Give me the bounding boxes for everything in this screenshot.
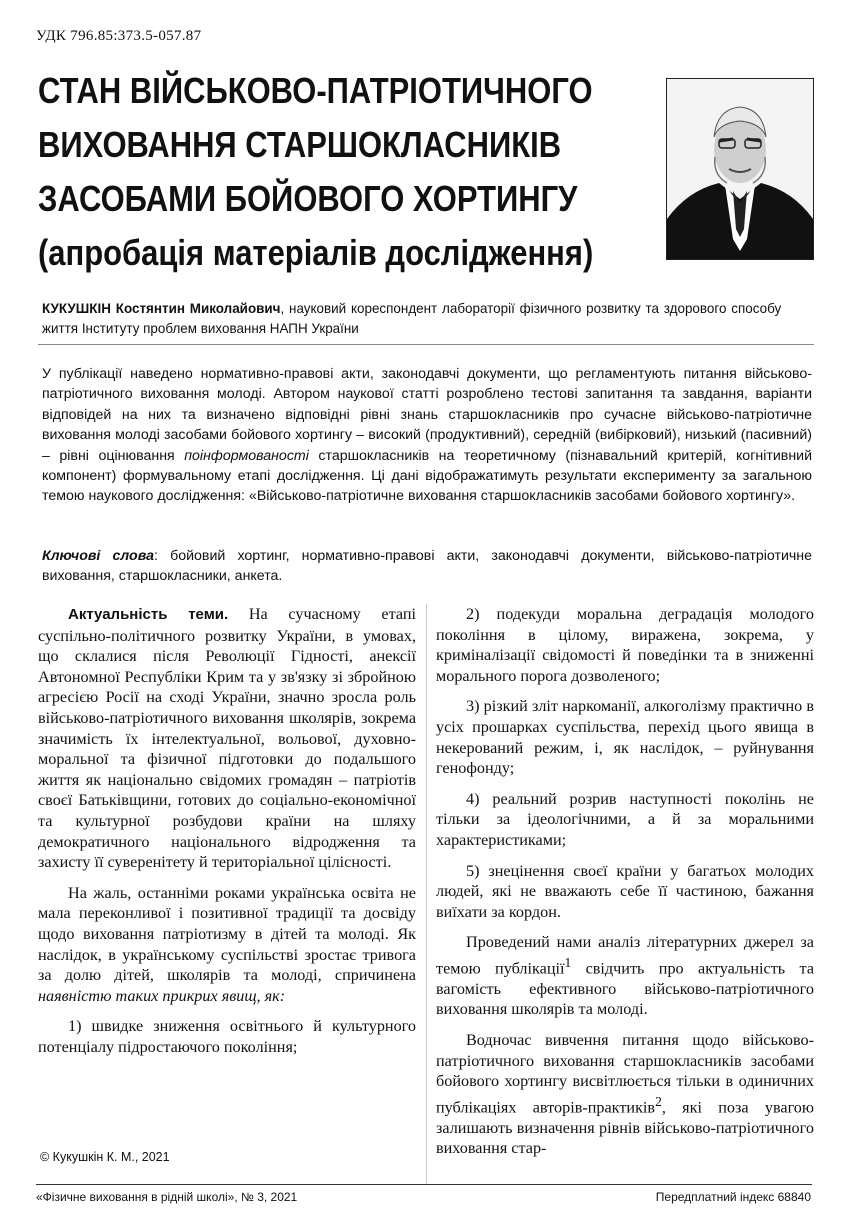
title-line-3: ЗАСОБАМИ БОЙОВОГО ХОРТИНГУ — [38, 178, 578, 219]
header-divider — [38, 344, 814, 345]
paragraph — [38, 604, 416, 873]
paragraph: 3) різкий зліт наркоманії, алкоголізму практично в усіх прошарках суспільства, перехід цього явища в некерований режим, і, як наслідок, – руйнування генофонду; — [436, 697, 814, 778]
title-line-2: ВИХОВАННЯ СТАРШОКЛАСНИКІВ — [38, 124, 562, 165]
abstract — [42, 364, 812, 507]
article-title — [38, 64, 594, 280]
footer-divider — [36, 1184, 812, 1185]
subscription-index: Передплатний індекс 68840 — [655, 1190, 811, 1204]
footnote-ref: 1 — [564, 954, 572, 970]
copyright: © Кукушкін К. М., 2021 — [40, 1150, 170, 1164]
udk-code: УДК 796.85:373.5-057.87 — [36, 28, 202, 44]
paragraph-text: Проведений нами аналіз літературних джерел за темою публікації — [436, 933, 814, 978]
body-column-left — [38, 604, 416, 1067]
keywords-text: : бойовий хортинг, нормативно-правові акти, законодавчі документи, військово-патріотичне виховання, старшокласники, анкета. — [42, 548, 812, 585]
author-affiliation: , науковий кореспондент лабораторії фізичного розвитку та здорового способу життя Інституту проблем виховання НАПН України — [42, 300, 782, 336]
keywords — [42, 546, 812, 587]
journal-citation: «Фізичне виховання в рідній школі», № 3, 2021 — [36, 1190, 298, 1204]
author-info — [42, 298, 781, 338]
section-lead: Актуальність теми. — [68, 606, 229, 623]
footnote-ref: 2 — [655, 1093, 662, 1109]
paragraph-text: На жаль, останніми роками українська освіта не мала переконливої і позитивної традиції та досвіду щодо виховання патріотизму в дітей та молоді. Як наслідок, в українському суспільстві зростає тривога за долю дітей, школярів та молоді, спричинена — [38, 883, 416, 985]
paragraph-text: , які поза увагою залишають визначення рівнів військово-патріотичного виховання стар- — [436, 1098, 814, 1158]
title-line-4: (апробація матеріалів дослідження) — [38, 232, 594, 273]
paragraph-text: На сучасному етапі суспільно-політичного розвитку України, в умовах, що склалися після Революції Гідності, анексії Автономної Республіки Крим та у зв'язку зі збройною агресією Росії на сході України, значно зросла роль військово-патріотичного виховання школярів, зокрема значимість їх інтелектуальної, вольової, духовно-моральної та фізичної підготовки до подальшого життя як національно свідомих громадян – патріотів своєї Батьківщини, готових до соціально-економічної та культурної розбудови країни на шляху демократичного національного відродження та захисту її суверенітету й територіальної цілісності. — [38, 605, 417, 872]
body-column-right — [436, 604, 814, 1169]
paragraph — [436, 1030, 814, 1159]
paragraph-italic: наявністю таких прикрих явищ, як: — [38, 986, 286, 1005]
paragraph: 1) швидке зниження освітнього й культурного потенціалу підростаючого покоління; — [38, 1017, 416, 1056]
title-line-1: СТАН ВІЙСЬКОВО-ПАТРІОТИЧНОГО — [38, 70, 593, 111]
column-divider — [426, 604, 427, 1184]
abstract-text-2: старшокласників на теоретичному (пізнавальний критерій, когнітивний компонент) формувальному етапі дослідження. Ці дані відображатимуть результати експерименту за загальною темою наукового дослідження: «Військово-патріотичне виховання старшокласників засобами бойового хортингу». — [42, 447, 813, 505]
author-photo — [666, 78, 814, 260]
paragraph — [436, 932, 814, 1020]
abstract-italic: поінформованості — [184, 447, 309, 464]
paragraph-text: свідчить про актуальність та вагомість ефективного військово-патріотичного виховання школярів та молоді. — [436, 959, 815, 1019]
paragraph: 2) подекуди моральна деградація молодого покоління в цілому, виражена, зокрема, у криміналізації свідомості й поведінки та в зниженні морального порога дозволеного; — [436, 605, 814, 685]
paragraph — [38, 883, 416, 1007]
paragraph-text: Водночас вивчення питання щодо військово-патріотичного виховання старшокласників засобами бойового хортингу висвітлюється тільки в одиничних публікаціях авторів-практиків — [436, 1031, 814, 1117]
author-portrait-image — [667, 79, 813, 259]
abstract-text-1: У публікації наведено нормативно-правові акти, законодавчі документи, що регламентують питання військово-патріотичного виховання молоді. Автором наукової статті розроблено тестові запитання та завдання, варіанти відповідей на них та визначено відповідні рівні знань старшокласників про сучасне військово-патріотичне виховання молоді засобами бойового хортингу – високий (продуктивний), середній (вибірковий), низький (пасивний) – рівні оцінювання — [42, 366, 812, 464]
paragraph: 5) знецінення своєї країни у багатьох молодих людей, які не вважають себе її частиною, бажання виїхати за кордон. — [436, 861, 814, 921]
paragraph: 4) реальний розрив наступності поколінь не тільки за ідеологічними, а й за моральними характеристиками; — [436, 789, 814, 849]
author-name: КУКУШКІН Костянтин Миколайович — [42, 300, 281, 316]
keywords-label: Ключові слова — [42, 548, 154, 564]
